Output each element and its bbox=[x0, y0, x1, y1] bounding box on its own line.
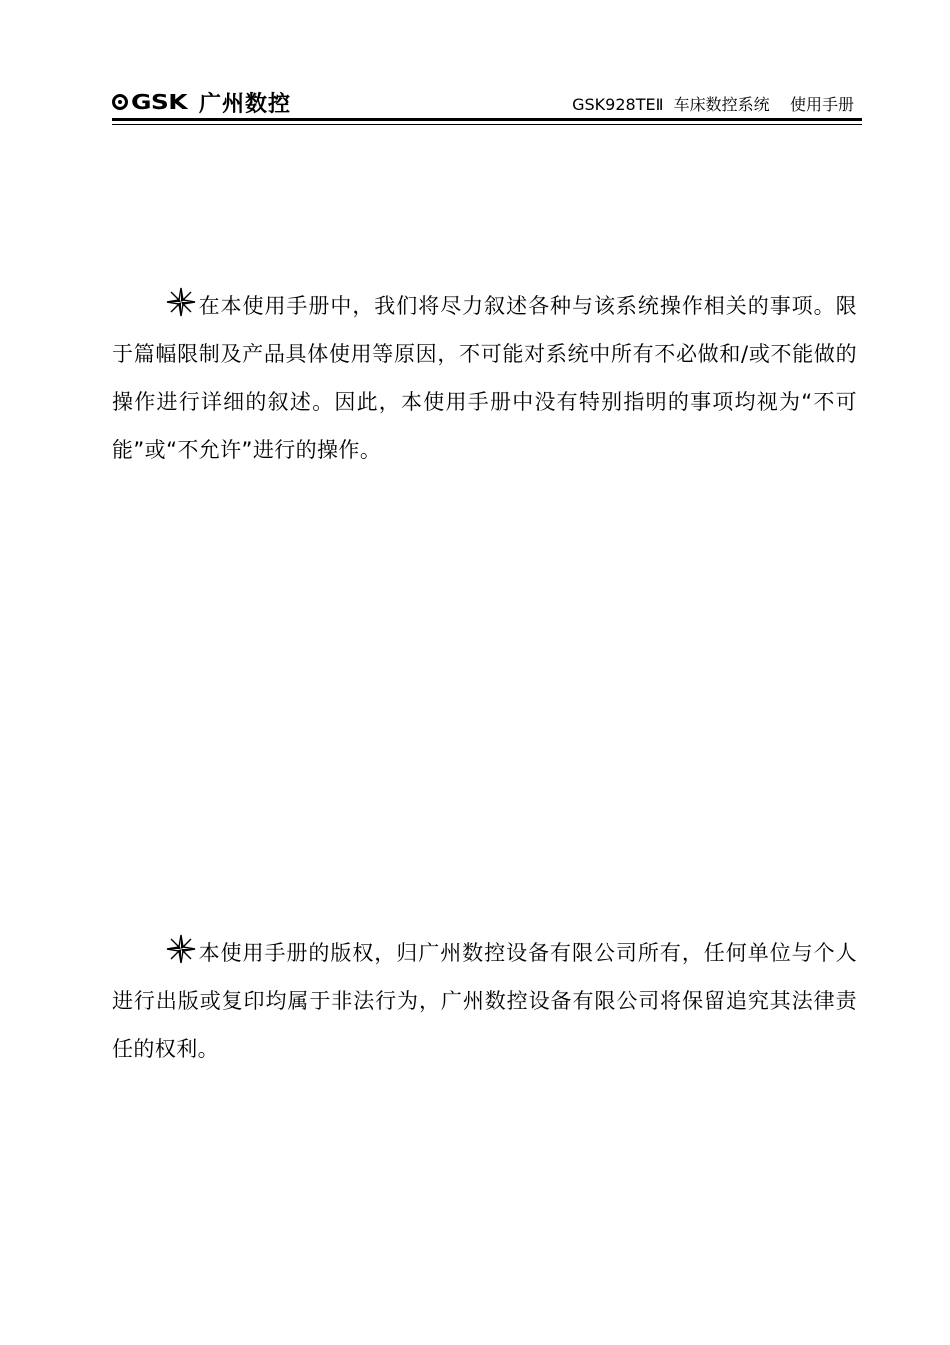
header-rule-thick bbox=[112, 118, 862, 121]
notice-text: 在本使用手册中，我们将尽力叙述各种与该系统操作相关的事项。限于篇幅限制及产品具体使用等原因，不可能对系统中所有不必做和/或不能做的操作进行详细的叙述。因此，本使用手册中没有特别指明的事项均视为“不可能”或“不允许”进行的操作。 bbox=[112, 294, 857, 462]
notice-paragraph-copyright bbox=[112, 929, 857, 1073]
header-rule-thin bbox=[112, 124, 862, 125]
notice-text: 本使用手册的版权，归广州数控设备有限公司所有，任何单位与个人进行出版或复印均属于非法行为，广州数控设备有限公司将保留追究其法律责任的权利。 bbox=[112, 941, 857, 1061]
manual-title: GSK928TEⅡ 车床数控系统 使用手册 bbox=[572, 95, 854, 114]
compass-star-icon bbox=[166, 934, 196, 964]
logo-circle-icon bbox=[112, 94, 128, 110]
logo-text: GSK bbox=[131, 90, 188, 114]
logo-chinese-name: 广州数控 bbox=[199, 91, 292, 117]
notice-paragraph-scope bbox=[112, 282, 857, 474]
gsk-logo bbox=[112, 90, 292, 117]
compass-star-icon bbox=[166, 287, 196, 317]
